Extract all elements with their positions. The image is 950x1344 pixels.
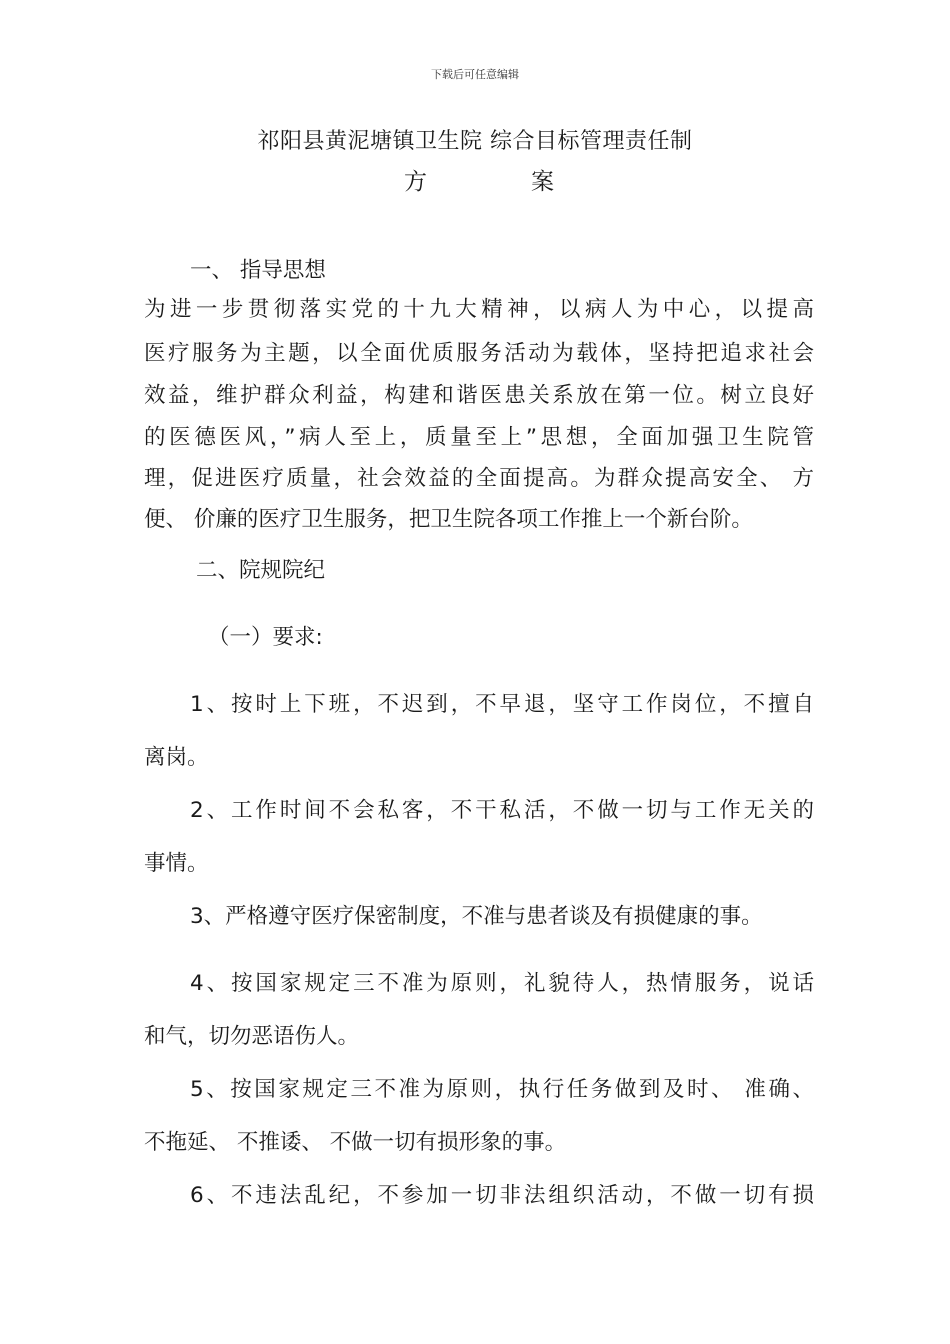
section-heading-rules: 二、院规院纪	[196, 558, 326, 583]
title-char-2: 案	[531, 169, 554, 195]
rule-item: 3、严格遵守医疗保密制度，不准与患者谈及有损健康的事。	[190, 904, 763, 929]
paragraph-line: 便、 价廉的医疗卫生服务，把卫生院各项工作推上一个新台阶。	[144, 507, 753, 532]
rule-item-continuation: 事情。	[144, 851, 209, 876]
rule-item: 6、不违法乱纪，不参加一切非法组织活动，不做一切有损	[190, 1183, 814, 1208]
paragraph-line: 医疗服务为主题，以全面优质服务活动为载体，坚持把追求社会	[144, 341, 814, 366]
rule-item-continuation: 和气，切勿恶语伤人。	[144, 1024, 360, 1049]
rule-item-continuation: 离岗。	[144, 745, 209, 770]
page-header-note: 下载后可任意编辑	[431, 68, 519, 81]
rule-item: 5、按国家规定三不准为原则，执行任务做到及时、 准确、	[190, 1077, 814, 1102]
paragraph-line: 理，促进医疗质量，社会效益的全面提高。为群众提高安全、 方	[144, 466, 814, 491]
subsection-heading-requirements: （一）要求:	[208, 625, 323, 650]
rule-item: 1、按时上下班，不迟到，不早退，坚守工作岗位，不擅自	[190, 692, 814, 717]
title-char-1: 方	[404, 169, 427, 195]
document-title: 祁阳县黄泥塘镇卫生院 综合目标管理责任制	[257, 129, 693, 154]
paragraph-line: 效益，维护群众利益，构建和谐医患关系放在第一位。树立良好	[144, 383, 814, 408]
rule-item: 4、按国家规定三不准为原则，礼貌待人，热情服务，说话	[190, 971, 814, 996]
document-title-line2	[404, 163, 554, 196]
rule-item: 2、工作时间不会私客，不干私活，不做一切与工作无关的	[190, 798, 814, 823]
paragraph-line: 的医德医风，”病人至上，质量至上”思想，全面加强卫生院管	[144, 425, 814, 450]
rule-item-continuation: 不拖延、 不推诿、 不做一切有损形象的事。	[144, 1130, 567, 1155]
section-heading-guiding-idea: 一、 指导思想	[190, 258, 326, 283]
paragraph-line: 为进一步贯彻落实党的十九大精神，以病人为中心，以提高	[144, 297, 814, 322]
